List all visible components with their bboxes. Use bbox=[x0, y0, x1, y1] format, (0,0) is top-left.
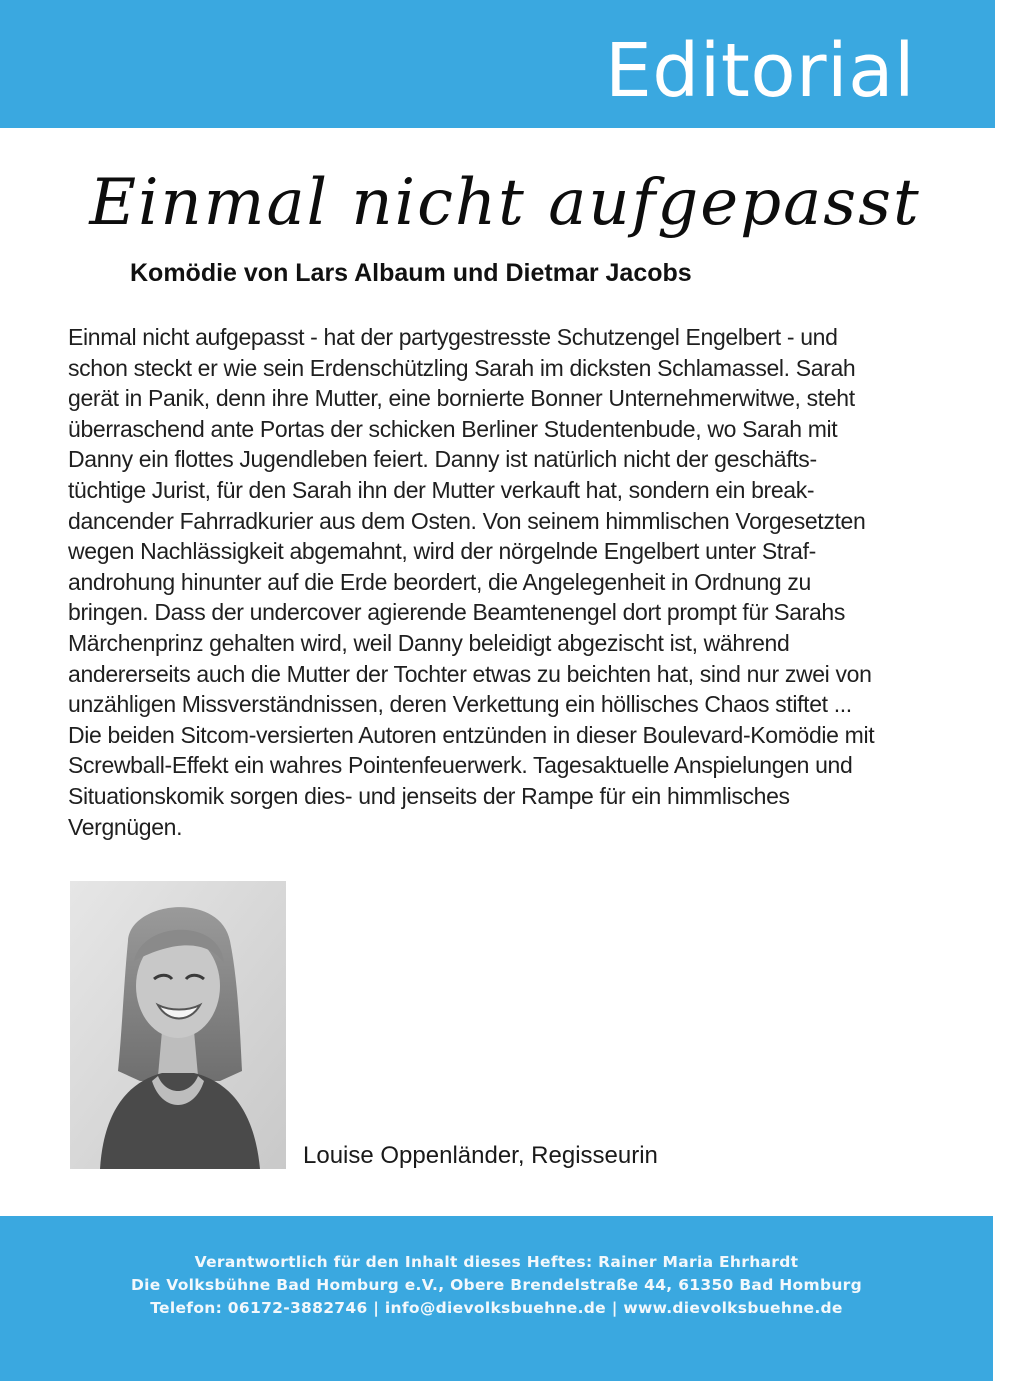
body-line: Einmal nicht aufgepasst - hat der partygestresste Schutzengel Engelbert - und bbox=[68, 324, 838, 350]
body-line: andererseits auch die Mutter der Tochter etwas zu beichten hat, sind nur zwei von bbox=[68, 660, 872, 687]
play-title: Einmal nicht aufgepasst bbox=[89, 166, 921, 240]
body-line: gerät in Panik, denn ihre Mutter, eine bornierte Bonner Unternehmerwitwe, steht bbox=[68, 385, 855, 412]
header-band bbox=[0, 0, 995, 128]
body-line: dancender Fahrradkurier aus dem Osten. Von seinem himmlischen Vorgesetzten bbox=[68, 507, 866, 534]
body-line: unzähligen Missverständnissen, deren Verkettung ein höllisches Chaos stiftet ... bbox=[68, 691, 852, 718]
body-line: Situationskomik sorgen dies- und jenseits der Rampe für ein himmlisches bbox=[68, 782, 790, 809]
body-line: Danny ein flottes Jugendleben feiert. Danny ist natürlich nicht der geschäfts- bbox=[68, 446, 817, 473]
body-line: bringen. Dass der undercover agierende Beamtenengel dort prompt für Sarahs bbox=[68, 599, 846, 626]
director-portrait-photo bbox=[70, 881, 286, 1169]
play-subtitle: Komödie von Lars Albaum und Dietmar Jacobs bbox=[130, 259, 692, 287]
footer-contact-line: Telefon: 06172-3882746 | info@dievolksbuehne.de | www.dievolksbuehne.de bbox=[150, 1299, 843, 1317]
body-line: Die beiden Sitcom-versierten Autoren entzünden in dieser Boulevard-Komödie mit bbox=[68, 721, 875, 748]
body-line: schon steckt er wie sein Erdenschützling Sarah im dicksten Schlamassel. Sarah bbox=[68, 354, 856, 381]
body-line: wegen Nachlässigkeit abgemahnt, wird der nörgelnde Engelbert unter Straf- bbox=[68, 538, 816, 565]
photo-caption: Louise Oppenländer, Regisseurin bbox=[303, 1142, 658, 1169]
body-line: androhung hinunter auf die Erde beordert, die Angelegenheit in Ordnung zu bbox=[68, 568, 811, 595]
section-title: Editorial bbox=[605, 28, 915, 114]
body-line: Vergnügen. bbox=[68, 813, 183, 840]
footer-address-line: Die Volksbühne Bad Homburg e.V., Obere Brendelstraße 44, 61350 Bad Homburg bbox=[130, 1276, 863, 1294]
body-line: Screwball-Effekt ein wahres Pointenfeuerwerk. Tagesaktuelle Anspielungen und bbox=[68, 752, 853, 779]
footer-band bbox=[0, 1216, 993, 1381]
body-line: Märchenprinz gehalten wird, weil Danny beleidigt abgezischt ist, während bbox=[68, 629, 790, 656]
body-text bbox=[68, 322, 973, 842]
body-line: überraschend ante Portas der schicken Berliner Studentenbude, wo Sarah mit bbox=[68, 415, 838, 442]
footer-responsible-line: Verantwortlich für den Inhalt dieses Heftes: Rainer Maria Ehrhardt bbox=[194, 1253, 799, 1271]
body-line: tüchtige Jurist, für den Sarah ihn der Mutter verkauft hat, sondern ein break- bbox=[68, 476, 815, 503]
